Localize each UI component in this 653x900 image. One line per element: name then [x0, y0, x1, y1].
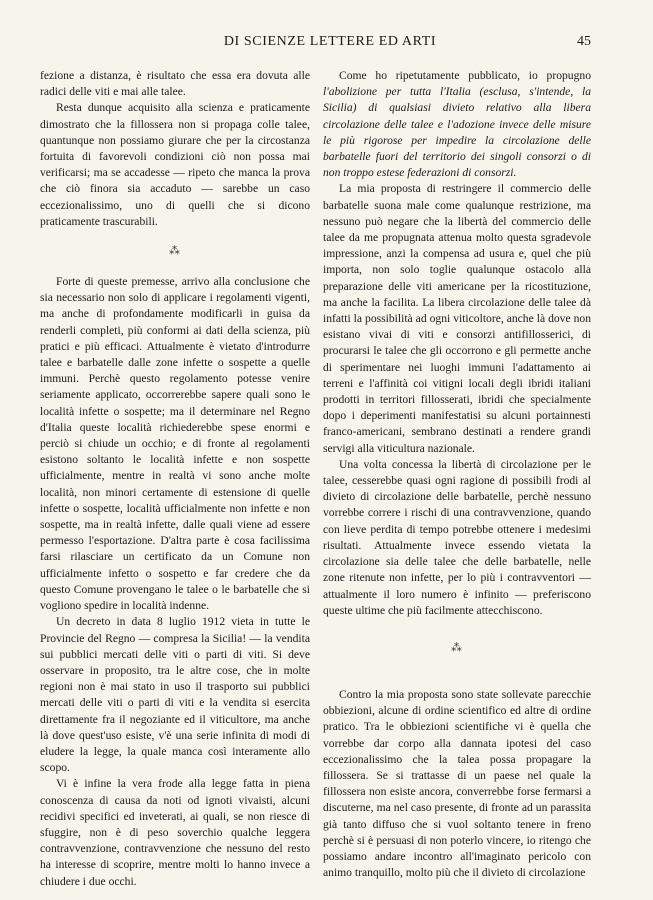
page-header	[0, 34, 653, 54]
paragraph: La mia proposta di restringere il commercio delle barbatelle suona male come qualunque restrizione, ma nessuno può negare che la libertà del commercio delle talee da me propugnata attenua molto questa sgradevole impressione, anzi la compensa ad usura e, quel che più importa, non solo toglie qualunque ostacolo alla preparazione delle viti americane per la ricostituzione, ma anche la facilita. La libera circolazione delle talee dà infatti la possibilità ad ogni viticoltore, anche là dove non esistano vivai di viti e consorzi antifillosserici, di procurarsi le talee che gli occorrono e gli permette anche di sperimentare nei luoghi immuni l'adattamento ai terreni e l'affinità coi vitigni locali degli ibridi italiani prodotti in territori fillosserati, ibridi che specialmente dopo i deperimenti manifestatisi su alcuni portainnesti franco-americani, sembrano destinati a rendere grandi servigi alla viticultura nazionale.	[323, 182, 591, 455]
paragraph: Resta dunque acquisito alla scienza e praticamente dimostrato che la fillossera non si propaga colle talee, quantunque non possiamo giurare che per la circostanza fortuita di favorevoli condizioni ciò non possa mai verificarsi; ma se accadesse — ripeto che manca la prova che ciò finora sia accaduto — sarebbe un caso eccezionalissimo, uno di quelli che si dicono praticamente trascurabili.	[40, 101, 310, 228]
right-column	[323, 68, 591, 881]
italic-proposal: l'abolizione per tutta l'Italia (esclusa, s'intende, la Sicilia) di qualsiasi divieto relativo alla libera circolazione delle talee e l'adozione invece delle misure le più rigorose per impedire la circolazione delle barbatelle fuori del territorio dei singoli consorzi o di non troppo estese federazioni di consorzi.	[323, 85, 591, 180]
paragraph: Forte di queste premesse, arrivo alla conclusione che sia necessario non solo di applicare i regolamenti vigenti, ma anche di profondamente modificarli in guisa da renderli completi, più conformi ai dati della scienza, più pratici e più efficaci. Attualmente è vietato d'introdurre talee e barbatelle dalle zone infette o sospette a quelle immuni. Perchè questo regolamento potesse venire seriamente applicato, occorrerebbe sapere quali sono le località infette o sospette; ma il determinare nel Regno d'Italia queste località richiederebbe spese enormi e perciò si chiude un occhio; e di fronte al regolamenti esistono soltanto le località infette e non sospette ufficialmente, mentre in realtà vi sono anche molte località, non minori certamente di estensione di quelle infette o sospette, località ufficialmente non infette e non sospette, ma in realtà infette, dalle quali viene ad essere permesso l'esportazione. D'altra parte è cosa facilissima farsi rilasciare un certificato da un Comune non ufficialmente infetto o sospetto e far credere che da questo Comune provengano le talee o le barbatelle che si vogliono spedire in località indenne.	[40, 275, 310, 613]
paragraph: Vi è infine la vera frode alla legge fatta in piena conoscenza di causa da noti od ignoti vivaisti, alcuni recidivi specifici ed inveterati, ai quali, se non riesce di sfuggire, non è di peso soverchio qualche leggera contravvenzione, contravvenzione che nessuno del resto ha interesse di scoprire, mentre molti lo hanno invece a chiudere i due occhi.	[40, 777, 310, 888]
paragraph: Una volta concessa la libertà di circolazione per le talee, cesserebbe quasi ogni ragione di possibili frodi al divieto di circolazione delle barbatelle, perchè nessuno vorrebbe correre i rischi di una contravvenzione, quando con lieve perdita di tempo potrebbe ottenere i medesimi risultati. Attualmente invece essendo vietata la circolazione sia delle talee che delle barbatelle, nelle zone ritenute non infette, per lo più i contravventori — attualmente il loro numero è infinito — preferiscono queste ultime che più facilmente attecchiscono.	[323, 457, 591, 617]
left-column	[40, 68, 310, 890]
asterism-ornament-icon: ⁂	[451, 641, 463, 654]
paragraph-intro: Come ho ripetutamente pubblicato, io propugno	[339, 69, 591, 82]
paragraph: Un decreto in data 8 luglio 1912 vieta in tutte le Provincie del Regno — compresa la Sicilia! — la vendita sui pubblici mercati delle viti o parti di viti. Si deve osservare in proposito, tra le altre cose, che in molte regioni non è mai stato in uso il trasporto sui pubblici mercati delle viti o parti di viti e la vendita si esercita direttamente fra il negoziante ed il viticultore, ma anche là dove quest'uso esiste, v'è una serie infinita di modi di eludere la legge, la quale manca così interamente allo scopo.	[40, 615, 310, 775]
paragraph: fezione a distanza, è risultato che essa era dovuta alle radici delle viti e mai alle talee.	[40, 69, 310, 99]
asterism-ornament-icon: ⁂	[169, 245, 181, 258]
paragraph	[323, 68, 591, 181]
running-title: DI SCIENZE LETTERE ED ARTI	[223, 34, 437, 49]
paragraph: Contro la mia proposta sono state sollevate parecchie obbiezioni, alcune di ordine scientifico ed altre di ordine pratico. Tra le obbiezioni scientifiche vi è quella che vorrebbe dar corpo alla dannata ipotesi del caso eccezionalissimo che la talea possa propagare la fillossera. Se si trattasse di un paese nel quale la fillossera non esiste ancora, converrebbe forse fermarsi a discuterne, ma nel caso presente, di fronte ad un parassita già tanto diffuso che si vuol soltanto tenere in freno perchè si è persuasi di non poterlo vincere, io ritengo che possiamo andare incontro all'imaginato pericolo con animo tranquillo, molto più che il divieto di circolazione	[323, 687, 591, 880]
page-number: 45	[577, 34, 591, 49]
